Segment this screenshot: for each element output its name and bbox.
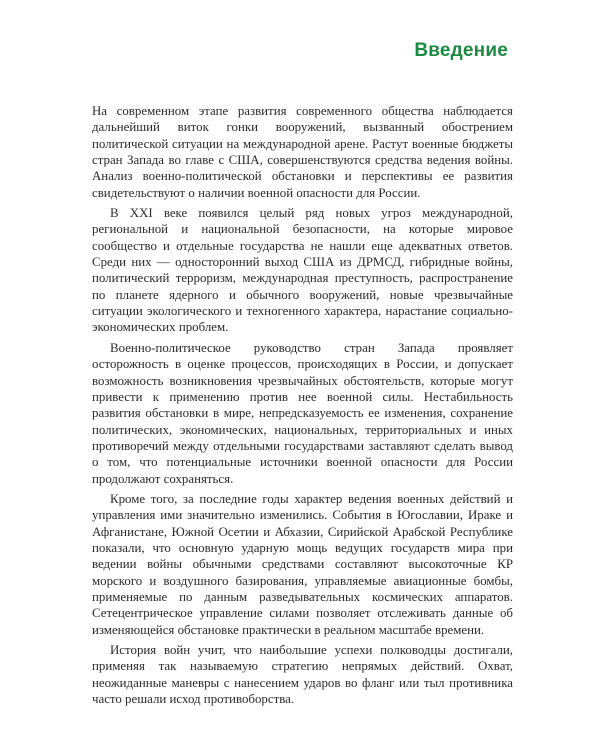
chapter-title: Введение: [414, 40, 508, 61]
paragraph-3: Военно-политическое руководство стран Запада проявляет осторожность в оценке процессов, происходящих в России, и допускает возможность возникновения чрезвычайных обстоятельств, которые могут привести к применению против нее военной силы. Нестабильность развития обстановки в мире, непредсказуемость ее изменения, сохранение политических, экономических, национальных, территориальных и иных противоречий между отдельными государствами заставляют сделать вывод о том, что потенциальные источники военной опасности для России продолжают сохраняться.: [92, 340, 513, 486]
body-text: [92, 103, 513, 711]
paragraph-5: История войн учит, что наибольшие успехи полководцы достигали, применяя так называемую стратегию непрямых действий. Охват, неожиданные маневры с нанесением ударов во фланг или тыл противника часто решали исход противоборства.: [92, 643, 513, 707]
paragraph-4: Кроме того, за последние годы характер ведения военных действий и управления ими значительно изменились. События в Югославии, Ираке и Афганистане, Южной Осетии и Абхазии, Сирийской Арабской Республике показали, что основную ударную мощь ведущих государств мира при ведении войны обычными средствами составляют высокоточные КР морского и воздушного базирования, управляемые авиационные бомбы, применяемые по данным разведывательных космических аппаратов. Сетецентрическое управление силами позволяет отслеживать данные об изменяющейся обстановке практически в реальном масштабе времени.: [92, 491, 513, 637]
paragraph-2: В XXI веке появился целый ряд новых угроз международной, региональной и национальной безопасности, на которые мировое сообщество и отдельные государства не нашли еще адекватных ответов. Среди них — односторонний выход США из ДРМСД, гибридные войны, политический терроризм, международная преступность, распространение по планете ядерного и обычного вооружений, новые чрезвычайные ситуации экологического и техногенного характера, нарастание социально-экономических проблем.: [92, 206, 513, 335]
paragraph-1: На современном этапе развития современного общества наблюдается дальнейший виток гонки вооружений, вызванный обострением политической ситуации на международной арене. Растут военные бюджеты стран Запада во главе с США, совершенствуются средства ведения войны. Анализ военно-политической обстановки и перспективы ее развития свидетельствуют о наличии военной опасности для России.: [92, 104, 513, 200]
